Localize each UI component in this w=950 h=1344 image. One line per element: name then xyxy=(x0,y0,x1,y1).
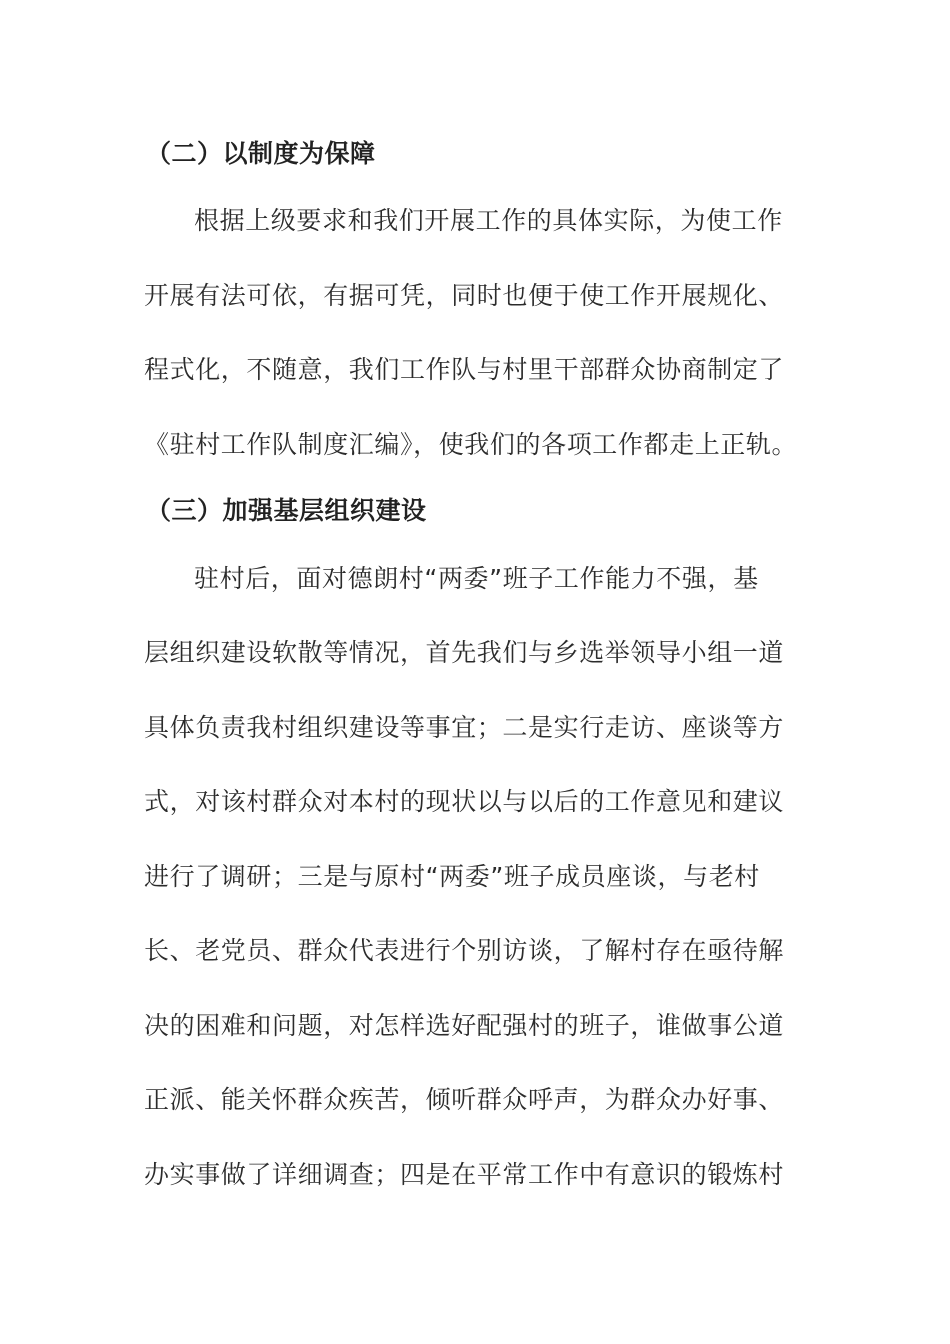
paragraph-line: 《驻村工作队制度汇编》，使我们的各项工作都走上正轨。 xyxy=(144,430,798,459)
section-heading-2: （二）以制度为保障 xyxy=(146,139,376,168)
paragraph-line: 式，对该村群众对本村的现状以与以后的工作意见和建议 xyxy=(144,787,785,816)
section-heading-3: （三）加强基层组织建设 xyxy=(146,496,427,525)
paragraph-line: 进行了调研；三是与原村“两委”班子成员座谈，与老村 xyxy=(144,862,760,891)
paragraph-line: 开展有法可依，有据可凭，同时也便于使工作开展规化、 xyxy=(144,281,785,310)
paragraph-line: 正派、能关怀群众疾苦，倾听群众呼声，为群众办好事、 xyxy=(144,1085,785,1114)
paragraph-line: 具体负责我村组织建设等事宜；二是实行走访、座谈等方 xyxy=(144,713,785,742)
paragraph-line: 长、老党员、群众代表进行个别访谈，了解村存在亟待解 xyxy=(144,936,785,965)
paragraph-line: 决的困难和问题，对怎样选好配强村的班子，谁做事公道 xyxy=(144,1011,785,1040)
paragraph-line: 层组织建设软散等情况，首先我们与乡选举领导小组一道 xyxy=(144,638,785,667)
paragraph-line: 程式化，不随意，我们工作队与村里干部群众协商制定了 xyxy=(144,355,785,384)
paragraph-line: 驻村后，面对德朗村“两委”班子工作能力不强，基 xyxy=(194,564,759,593)
paragraph-line: 根据上级要求和我们开展工作的具体实际，为使工作 xyxy=(194,206,783,235)
paragraph-line: 办实事做了详细调查；四是在平常工作中有意识的锻炼村 xyxy=(144,1160,785,1189)
